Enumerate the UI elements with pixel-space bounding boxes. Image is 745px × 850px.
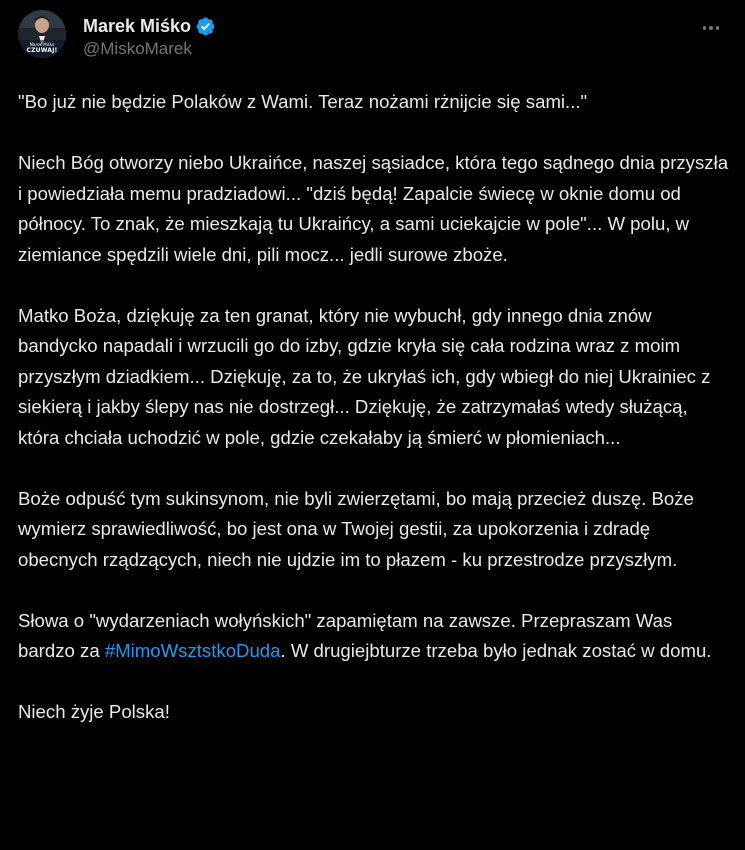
tweet-paragraph-5: [18, 606, 730, 667]
avatar-caption-small: Marek Miśko: [29, 42, 55, 47]
tweet-paragraph-1: "Bo już nie będzie Polaków z Wami. Teraz nożami rżnijcie się sami...": [18, 91, 588, 112]
paragraph-5-text-before: Słowa o "wydarzeniach wołyńskich" zapamiętam na zawsze. Przepraszam Was bardzo za: [18, 609, 673, 661]
tweet-text: [18, 87, 730, 758]
avatar[interactable]: [18, 10, 66, 58]
avatar-caption-big: CZUWAJ!: [26, 47, 58, 54]
tweet-paragraph-4: Boże odpuść tym sukinsynom, nie byli zwierzętami, bo mają przecież duszę. Boże wymierz sprawiedliwość, bo jest ona w Twojej gestii, za upokorzenia i zdradę obecnych rządzących, niech nie ujdzie im to płazem - ku przestrodze przyszłym.: [18, 487, 694, 570]
more-horizontal-icon-dot: [716, 26, 720, 30]
hashtag-link[interactable]: #MimoWsztstkoDuda: [104, 640, 281, 661]
tweet-header: [18, 10, 728, 66]
more-options-button[interactable]: [696, 16, 726, 40]
more-horizontal-icon-dot: [703, 26, 707, 30]
tweet-paragraph-3: Matko Boża, dziękuję za ten granat, który nie wybuchł, gdy innego dnia znów bandycko napadali i wrzucili go do izby, gdzie kryła się cała rodzina wraz z moim przyszłym dziadkiem... Dziękuję, za to, że ukryłaś ich, gdy wbiegł do niej Ukrainiec z siekierą i jakby ślepy nas nie dostrzegł... Dziękuję, że zatrzymałaś wtedy służącą, która chciała uchodzić w pole, gdzie czekałaby ją śmierć w płomieniach...: [18, 304, 711, 448]
tweet-paragraph-2: Niech Bóg otworzy niebo Ukraińce, naszej sąsiadce, która tego sądnego dnia przyszła i powiedziała memu pradziadowi... "dziś będą! Zapalcie świecę w oknie domu od północy. To znak, że mieszkają tu Ukraińcy, a sami uciekajcie w pole"... W polu, w ziemiance spędzili wiele dni, pili mocz... jedli surowe zboże.: [18, 152, 729, 265]
more-horizontal-icon-dot: [709, 26, 713, 30]
paragraph-5-text-after: . W drugiejbturze trzeba było jednak zostać w domu.: [280, 640, 712, 661]
display-name[interactable]: Marek Miśko: [83, 15, 192, 36]
tweet-paragraph-6: Niech żyje Polska!: [18, 701, 170, 722]
display-name-row: [83, 14, 216, 38]
author-handle[interactable]: @MiskoMarek: [83, 39, 192, 58]
author-names: [83, 14, 216, 59]
verified-badge-icon[interactable]: [195, 16, 216, 37]
